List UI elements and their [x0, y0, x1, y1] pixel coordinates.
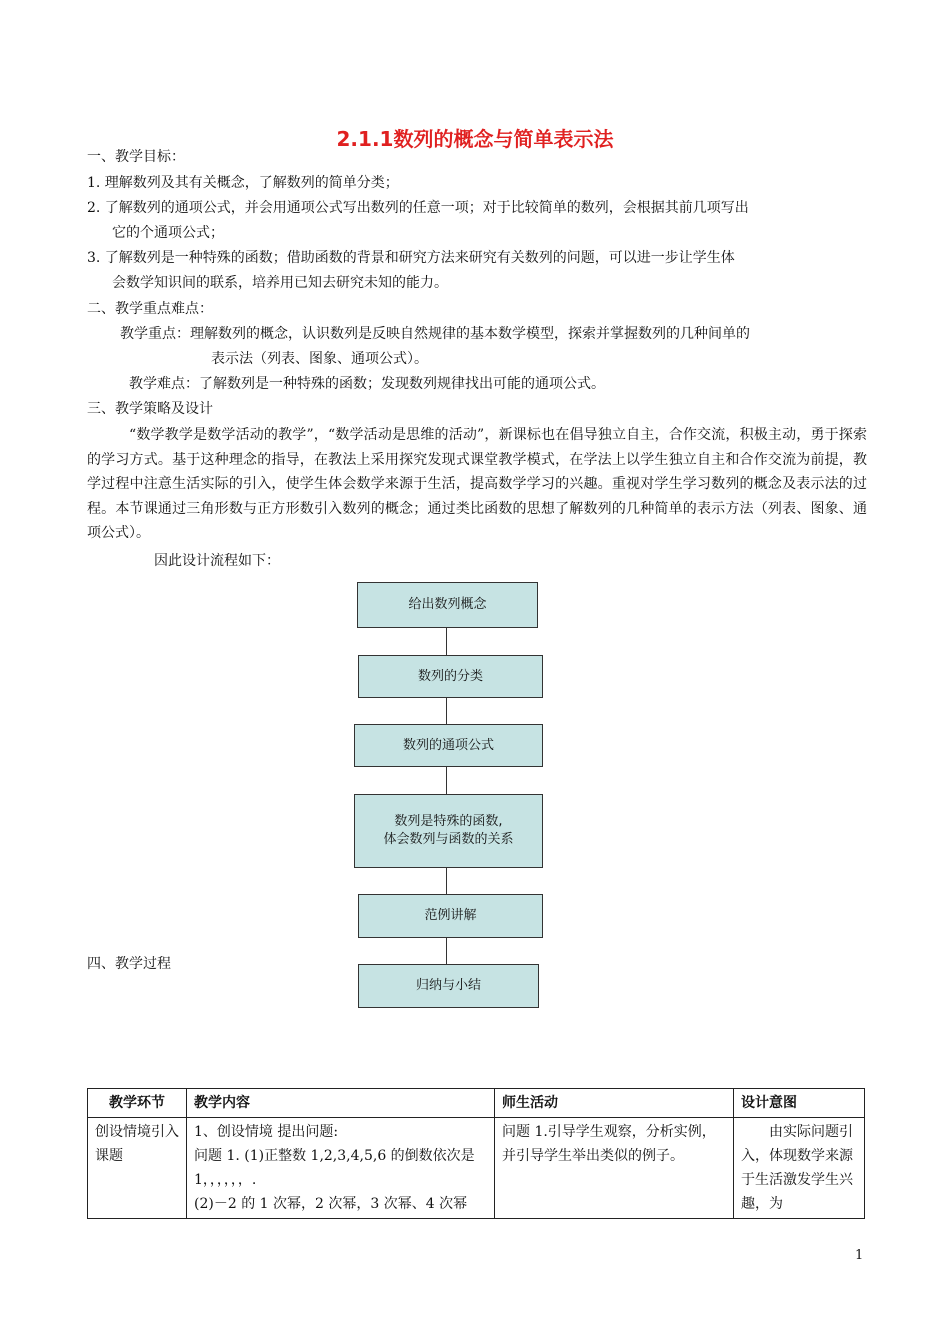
cell-intent: 由实际问题引入，体现数学来源于生活激发学生兴趣，为 [734, 1118, 865, 1219]
section-1-heading: 一、教学目标： [87, 149, 185, 165]
flow-connector [446, 628, 447, 655]
content-line: 问题 1. (1)正整数 1,2,3,4,5,6 的倒数依次是 1，，，，，，. [194, 1148, 475, 1188]
cell-content [187, 1118, 495, 1219]
objective-item-2: 2. 了解数列的通项公式，并会用通项公式写出数列的任意一项；对于比较简单的数列，会根据其前几项写出 [87, 200, 749, 216]
objective-item-1: 1. 理解数列及其有关概念，了解数列的简单分类； [87, 175, 399, 191]
strategy-paragraph: “数学教学是数学活动的教学”，“数学活动是思维的活动”，新课标也在倡导独立自主，合作交流，积极主动，勇于探索的学习方式。基于这种理念的指导，在教法上采用探究发现式课堂教学模式，在学法上以学生独立自主和合作交流为前提，教学过程中注意生活实际的引入，使学生体会数学来源于生活，提高数学学习的兴趣。重视对学生学习数列的概念及表示法的过程。本节课通过三角形数与正方形数引入数列的概念；通过类比函数的思想了解数列的几种简单的表示方法（列表、图象、通项公式）。 [87, 427, 867, 542]
flow-step-classification: 数列的分类 [358, 655, 543, 698]
table-header-row [88, 1089, 865, 1118]
page-title: 2.1.1数列的概念与简单表示法 [336, 127, 614, 151]
header-activity: 师生活动 [495, 1089, 734, 1118]
section-2-heading: 二、教学重点难点： [87, 301, 213, 317]
key-point: 教学重点：理解数列的概念，认识数列是反映自然规律的基本数学模型，探索并掌握数列的几种间单的 [120, 326, 750, 342]
section-4-heading: 四、教学过程 [87, 956, 171, 972]
flow-step-general-term: 数列的通项公式 [354, 724, 543, 767]
flow-connector [446, 697, 447, 724]
flow-step-summary: 归纳与小结 [358, 964, 539, 1008]
cell-activity: 问题 1.引导学生观察，分析实例，并引导学生举出类似的例子。 [495, 1118, 734, 1219]
cell-stage: 创设情境引入课题 [88, 1118, 187, 1219]
flow-connector [446, 867, 447, 894]
page-number: 1 [855, 1248, 864, 1263]
flow-step-concept: 给出数列概念 [357, 582, 538, 628]
header-intent: 设计意图 [734, 1089, 865, 1118]
flow-step-examples: 范例讲解 [358, 894, 543, 938]
teaching-process-table [87, 1088, 865, 1219]
flow-intro: 因此设计流程如下： [154, 553, 280, 569]
content-line: (2)－2 的 1 次幂，2 次幂，3 次幂、4 次幂 [194, 1196, 468, 1212]
key-point-cont: 表示法（列表、图象、通项公式）。 [211, 351, 428, 367]
table-row [88, 1118, 865, 1219]
objective-item-3: 3. 了解数列是一种特殊的函数；借助函数的背景和研究方法来研究有关数列的问题，可以进一步让学生体 [87, 250, 735, 266]
objective-item-3-cont: 会数学知识间的联系，培养用已知去研究未知的能力。 [112, 275, 448, 291]
flow-step-function: 数列是特殊的函数, 体会数列与函数的关系 [354, 794, 543, 868]
section-3-heading: 三、教学策略及设计 [87, 401, 213, 417]
header-stage: 教学环节 [88, 1089, 187, 1118]
objective-item-2-cont: 它的个通项公式； [112, 225, 224, 241]
flow-connector [446, 766, 447, 794]
content-line: 1、创设情境 提出问题: [194, 1124, 339, 1140]
difficult-point: 教学难点：了解数列是一种特殊的函数；发现数列规律找出可能的通项公式。 [129, 376, 605, 392]
header-content: 教学内容 [187, 1089, 495, 1118]
